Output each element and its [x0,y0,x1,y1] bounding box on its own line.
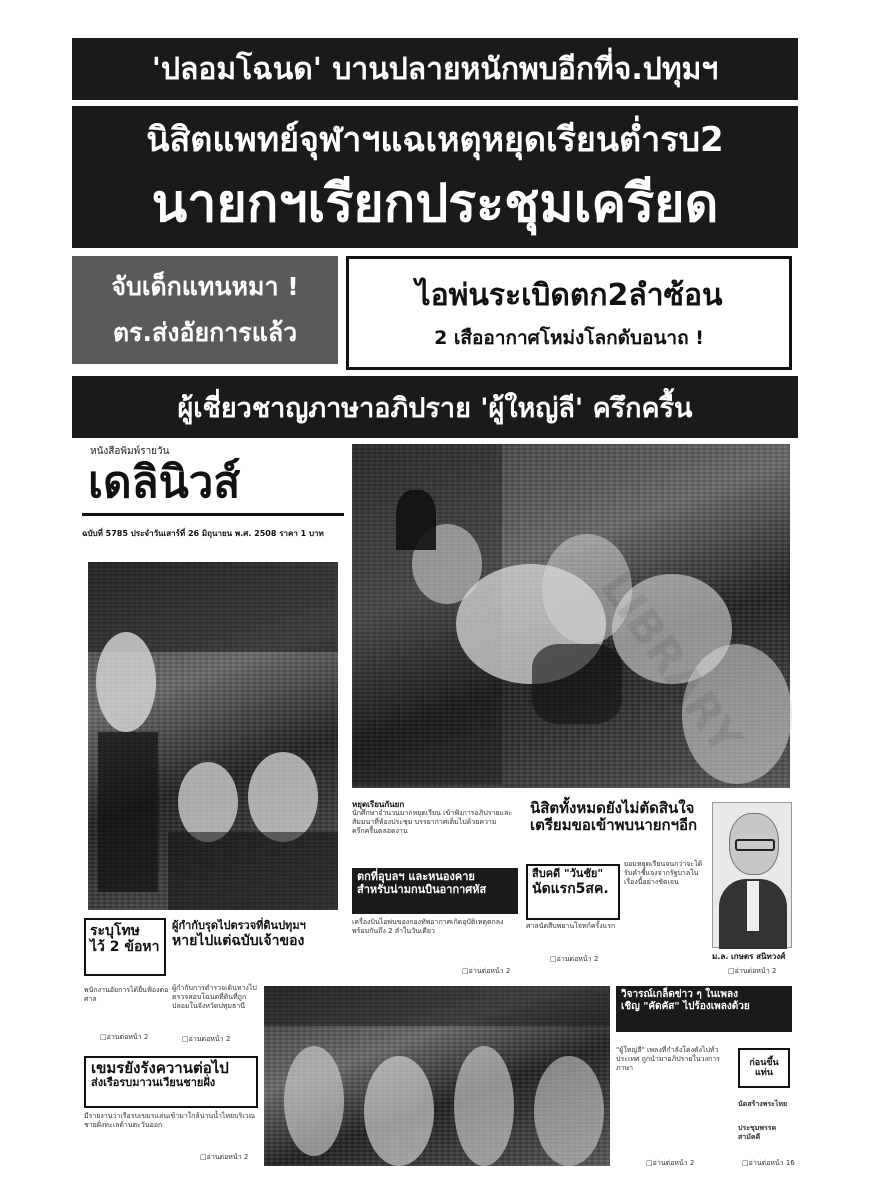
photo-audience [88,562,338,910]
photo-caption [352,800,522,860]
trial-title-2: นัดแรก5สค. [532,880,609,897]
critic-story-headline [616,986,792,1032]
trial-title-1: สืบคดี "วันชัย" [532,867,604,880]
plane-story-headline [352,868,518,914]
accuse-body: พนักงานอัยการได้ยื่นฟ้องต่อศาล [84,986,169,1003]
land-cont: □ อ่านต่อหน้า 2 [182,1034,230,1045]
students-story-headline [530,800,708,850]
border-cont: □ อ่านต่อหน้า 2 [200,1152,248,1163]
photo-caption-title: หยุดเรียนกันยก [352,800,405,809]
accuse-title-2: ไว้ 2 ข้อหา [90,939,160,956]
photo-lecture-hall [352,444,790,788]
land-title-1: ผู้กำกับรุดไปตรวจที่ดินปทุมฯ [172,919,306,932]
plane-title-2: สำหรับน่ามกนบินอากาศหัส [357,882,487,896]
trial-box [526,864,620,920]
plane-title-1: ตกที่อุบลฯ และหนองคาย [357,870,475,883]
portrait-photo [712,802,792,948]
headline-medical-students: นิสิตแพทย์จุฬาฯแฉเหตุหยุดเรียนต่ำรบ2 [146,120,724,160]
land-title-2: หายไปแต่ฉบับเจ้าของ [172,932,305,949]
headline-linguists-debate: ผู้เชี่ยวชาญภาษาอภิปราย 'ผู้ใหญ่ลี' ครึกครื้น [72,376,798,438]
headline-child-arrest-block [72,256,338,364]
masthead [82,444,344,516]
photo-caption-body: นักศึกษาจำนวนมากหยุดเรียน เข้าฟังการอภิปรายและสัมมนาที่ห้องประชุม บรรยากาศเต็มไปด้วยความครึกครื้นตลอดงาน [352,809,513,836]
headline-jet-crash: ไอพ่นระเบิดตก2ลำซ้อน [415,278,723,313]
border-title-1: เขมรยังรังควานต่อไป [91,1059,229,1077]
brief-item-1: นัดสร้างพระไทย [738,1100,788,1108]
critic-cont: □ อ่านต่อหน้า 2 [646,1158,694,1169]
trial-body: ศาลนัดสืบพยานโจทก์ครั้งแรก [526,922,616,930]
headline-prosecutor: ตร.ส่งอัยการแล้ว [112,318,298,347]
photo-students-crowd [264,986,610,1166]
plane-cont: □ อ่านต่อหน้า 2 [462,966,510,977]
critic-story-body: "ผู้ใหญ่ลี" เพลงที่กำลังโด่งดังไปทั่วประเทศ ถูกนำมาอภิปรายในวงการภาษา [616,1046,720,1072]
border-story-body: มีรายงานว่าเรือรบเขมรแล่นเข้ามาใกล้น่านน้ำไทยบริเวณชายฝั่งทะเลด้านตะวันออก [84,1112,256,1129]
issue-line: ฉบับที่ 5785 ประจำวันเสาร์ที่ 26 มิถุนายน พ.ศ. 2508 ราคา 1 บาท [82,528,324,538]
headline-pm-meeting: นายกฯเรียกประชุมเครียด [151,174,719,234]
headline-pilots-killed: 2 เสืออากาศโหม่งโลกดับอนาถ ! [434,327,704,349]
headline-jet-crash-block [346,256,792,370]
land-story-body: ผู้กำกับการตำรวจเดินทางไปตรวจสอบโฉนดที่ดินที่ถูกปลอมในจังหวัดปทุมธานี [172,984,257,1010]
portrait-cont: □ อ่านต่อหน้า 2 [728,966,776,977]
masthead-tagline: หนังสือพิมพ์รายวัน [90,446,170,457]
border-title-2: ส่งเรือรบมาวนเวียนชายฝั่ง [91,1076,216,1090]
trial-cont: □ อ่านต่อหน้า 2 [550,954,598,965]
headline-land-fraud: 'ปลอมโฉนด' บานปลายหนักพบอีกที่จ.ปทุมฯ [72,38,798,100]
land-story-headline [172,920,348,978]
students-story-body: ยอมหยุดเรียนจนกว่าจะได้รับคำชี้แจงจากรัฐบาลในเรื่องนี้อย่างชัดเจน [624,860,703,886]
plane-story-body: เครื่องบินไอพ่นของกองทัพอากาศเกิดอุบัติเหตุตกลงพร้อมกันถึง 2 ลำในวันเดียว [352,918,504,935]
headline-medical-students-block [72,106,798,248]
accuse-box [84,918,166,976]
accuse-cont: □ อ่านต่อหน้า 2 [100,1032,148,1043]
brief-cont: □ อ่านต่อหน้า 16 [742,1158,795,1169]
brief-box-title: ก่อนขึ้นแท่น [749,1057,779,1078]
brief-box [738,1048,790,1088]
border-story-headline [84,1056,258,1108]
accuse-title-1: ระบุโทษ [90,923,140,939]
brief-item-2: ประชุมพรรคสามัคคี [738,1124,777,1141]
critic-title-1: วิจารณ์เกล็ดข่าว ๆ ในเพลง [621,989,738,1000]
students-title-1: นิสิตทั้งหมดยังไม่ตัดสินใจ [530,799,695,817]
critic-title-2: เชิญ "คัดคัส" ไปร้องเพลงด้วย [621,1000,750,1012]
headline-child-arrest: จับเด็กแทนหมา ! [111,272,299,301]
masthead-logo: เดลินิวส์ [88,457,241,508]
students-title-2: เตรียมขอเข้าพบนายกฯอีก [530,816,698,835]
portrait-caption: ม.ล. เกษตร สนิทวงศ์ [712,952,786,961]
